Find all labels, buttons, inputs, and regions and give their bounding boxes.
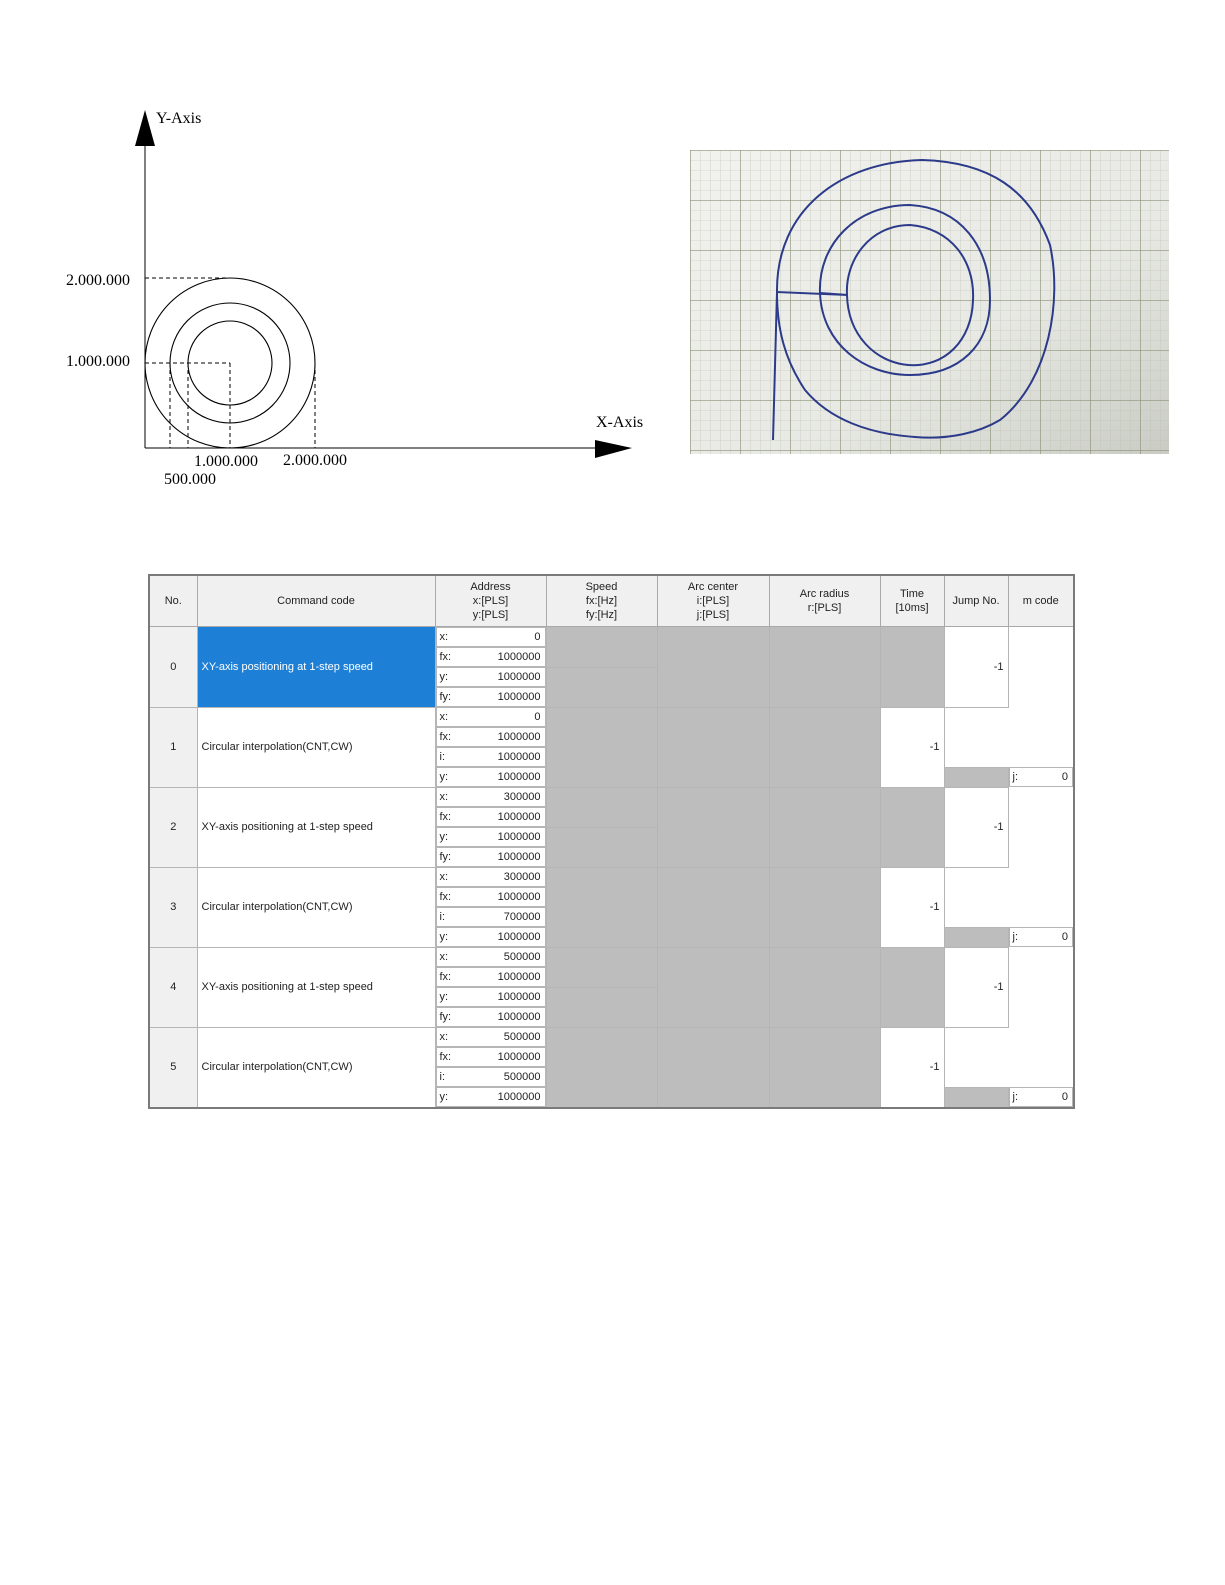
arc-center-i-field-label: i: [439, 751, 445, 763]
address-x-field[interactable] [436, 947, 546, 967]
arc-center-i-field-label: i: [439, 911, 445, 923]
speed-fx-field[interactable] [436, 727, 546, 747]
address-x-field-value: 0 [534, 711, 541, 723]
address-x-field-label: x: [439, 631, 449, 643]
table-row[interactable] [149, 1027, 1074, 1087]
arc-center-i-field[interactable] [436, 747, 546, 767]
address-y-field-value: 1000000 [497, 931, 541, 943]
speed-fx-field[interactable] [436, 967, 546, 987]
speed-fy-field[interactable] [944, 767, 1008, 787]
y-tick-2000000: 2.000.000 [66, 272, 130, 289]
speed-fy-field[interactable] [436, 1007, 546, 1027]
arc-center-i-field[interactable] [436, 1067, 546, 1087]
speed-fy-field[interactable] [944, 927, 1008, 947]
col-no[interactable]: No. [149, 575, 197, 627]
positioning-table [148, 574, 1075, 1109]
speed-fx-field-value: 1000000 [497, 651, 541, 663]
jump-no-cell[interactable] [769, 1027, 880, 1108]
speed-fy-field[interactable] [436, 687, 546, 707]
col-address[interactable]: Address x:[PLS] y:[PLS] [435, 575, 546, 627]
speed-fy-field-label: fy: [439, 851, 452, 863]
arc-center-j-field-value: 0 [1061, 771, 1068, 783]
speed-fy-field[interactable] [436, 847, 546, 867]
speed-fx-field-value: 1000000 [497, 1051, 541, 1063]
speed-fy-field-value: 1000000 [497, 851, 541, 863]
speed-fx-field-value: 1000000 [497, 731, 541, 743]
arc-center-j-field[interactable] [546, 987, 657, 1027]
address-x-field[interactable] [436, 787, 546, 807]
command-code-cell[interactable]: Circular interpolation(CNT,CW) [197, 867, 435, 947]
address-y-field-label: y: [439, 671, 449, 683]
arc-radius-cell[interactable] [657, 947, 769, 1027]
table-header-row [149, 575, 1074, 627]
address-x-field-label: x: [439, 871, 449, 883]
arc-radius-cell[interactable] [546, 707, 657, 787]
address-x-field[interactable] [436, 627, 546, 647]
arc-center-j-field[interactable] [1009, 767, 1074, 787]
arc-radius-cell[interactable] [546, 1027, 657, 1108]
arc-radius-cell[interactable] [657, 787, 769, 867]
arc-center-j-field[interactable] [546, 827, 657, 867]
m-code-cell[interactable]: -1 [944, 787, 1008, 867]
x-axis-arrow [595, 440, 632, 458]
address-x-field-label: x: [439, 711, 449, 723]
command-code-cell[interactable]: Circular interpolation(CNT,CW) [197, 1027, 435, 1108]
table-row[interactable] [149, 627, 1074, 668]
time-cell[interactable] [657, 707, 769, 787]
address-x-field[interactable] [436, 1027, 546, 1047]
table-row[interactable] [149, 707, 1074, 767]
jump-no-cell[interactable] [880, 947, 944, 1027]
speed-fx-field-label: fx: [439, 651, 452, 663]
x-tick-2000000: 2.000.000 [283, 452, 347, 469]
address-x-field-value: 500000 [503, 1031, 541, 1043]
address-y-field-label: y: [439, 771, 449, 783]
speed-fx-field-label: fx: [439, 891, 452, 903]
speed-fx-field[interactable] [436, 807, 546, 827]
arc-center-j-field-value: 0 [1061, 931, 1068, 943]
coordinate-diagram [0, 0, 680, 500]
col-speed[interactable]: Speed fx:[Hz] fy:[Hz] [546, 575, 657, 627]
address-x-field-value: 300000 [503, 791, 541, 803]
address-y-field-value: 1000000 [497, 671, 541, 683]
col-command-code[interactable]: Command code [197, 575, 435, 627]
plot-result-photo [690, 150, 1169, 454]
col-arc-radius[interactable]: Arc radius r:[PLS] [769, 575, 880, 627]
arc-center-i-field[interactable] [546, 787, 657, 827]
row-number: 0 [149, 627, 197, 708]
arc-radius-cell[interactable] [546, 867, 657, 947]
address-x-field[interactable] [436, 707, 546, 727]
time-cell[interactable] [657, 1027, 769, 1108]
speed-fx-field-value: 1000000 [497, 891, 541, 903]
y-axis-label: Y-Axis [156, 110, 202, 127]
speed-fy-field[interactable] [944, 1087, 1008, 1108]
row-number: 1 [149, 707, 197, 787]
arc-center-j-field[interactable] [1009, 927, 1074, 947]
x-tick-1000000: 1.000.000 [194, 453, 258, 470]
m-code-cell[interactable]: -1 [880, 707, 944, 787]
col-time[interactable]: Time [10ms] [880, 575, 944, 627]
arc-center-i-field[interactable] [546, 947, 657, 987]
arc-center-i-field-label: i: [439, 1071, 445, 1083]
row-number: 3 [149, 867, 197, 947]
speed-fy-field-value: 1000000 [497, 1011, 541, 1023]
address-x-field-label: x: [439, 951, 449, 963]
command-code-cell[interactable]: XY-axis positioning at 1-step speed [197, 627, 435, 708]
arc-center-j-field[interactable] [546, 667, 657, 707]
col-jump-no[interactable]: Jump No. [944, 575, 1008, 627]
jump-no-cell[interactable] [880, 787, 944, 867]
speed-fx-field[interactable] [436, 1047, 546, 1067]
arc-center-i-field[interactable] [546, 627, 657, 668]
col-arc-center[interactable]: Arc center i:[PLS] j:[PLS] [657, 575, 769, 627]
m-code-cell[interactable]: -1 [880, 1027, 944, 1108]
table-row[interactable] [149, 867, 1074, 927]
address-x-field-value: 0 [534, 631, 541, 643]
address-y-field[interactable] [436, 827, 546, 847]
x-tick-500000: 500.000 [164, 471, 216, 488]
address-x-field-value: 300000 [503, 871, 541, 883]
table-row[interactable] [149, 947, 1074, 987]
address-y-field-label: y: [439, 1091, 449, 1103]
command-code-cell[interactable]: Circular interpolation(CNT,CW) [197, 707, 435, 787]
jump-no-cell[interactable] [880, 627, 944, 708]
command-code-cell[interactable]: XY-axis positioning at 1-step speed [197, 947, 435, 1027]
arc-center-j-field-value: 0 [1061, 1091, 1068, 1103]
command-code-cell[interactable]: XY-axis positioning at 1-step speed [197, 787, 435, 867]
arc-center-i-field-value: 1000000 [497, 751, 541, 763]
speed-fx-field[interactable] [436, 647, 546, 667]
m-code-cell[interactable]: -1 [880, 867, 944, 947]
arc-center-j-field-label: j: [1012, 931, 1018, 943]
arc-center-j-field[interactable] [1009, 1087, 1074, 1107]
row-number: 5 [149, 1027, 197, 1108]
address-y-field[interactable] [436, 767, 546, 787]
arc-radius-cell[interactable] [657, 627, 769, 708]
time-cell[interactable] [657, 867, 769, 947]
arc-center-i-field-value: 700000 [503, 911, 541, 923]
address-y-field-label: y: [439, 991, 449, 1003]
row-number: 2 [149, 787, 197, 867]
jump-no-cell[interactable] [769, 867, 880, 947]
speed-fy-field-label: fy: [439, 691, 452, 703]
time-cell[interactable] [769, 947, 880, 1027]
y-axis-arrow [135, 110, 155, 146]
x-axis-label: X-Axis [596, 414, 644, 431]
col-m-code[interactable]: m code [1008, 575, 1074, 627]
address-y-field[interactable] [436, 987, 546, 1007]
address-y-field-value: 1000000 [497, 831, 541, 843]
address-x-field[interactable] [436, 867, 546, 887]
time-cell[interactable] [769, 627, 880, 708]
address-y-field[interactable] [436, 1087, 546, 1107]
address-y-field[interactable] [436, 927, 546, 947]
address-y-field[interactable] [436, 667, 546, 687]
m-code-cell[interactable]: -1 [944, 947, 1008, 1027]
arc-center-j-field-label: j: [1012, 771, 1018, 783]
speed-fy-field-label: fy: [439, 1011, 452, 1023]
arc-center-i-field[interactable] [436, 907, 546, 927]
time-cell[interactable] [769, 787, 880, 867]
m-code-cell[interactable]: -1 [944, 627, 1008, 708]
address-x-field-label: x: [439, 791, 449, 803]
y-tick-1000000: 1.000.000 [66, 353, 130, 370]
address-y-field-value: 1000000 [497, 771, 541, 783]
address-y-field-value: 1000000 [497, 1091, 541, 1103]
speed-fy-field-value: 1000000 [497, 691, 541, 703]
address-y-field-value: 1000000 [497, 991, 541, 1003]
speed-fx-field-label: fx: [439, 731, 452, 743]
speed-fx-field-label: fx: [439, 1051, 452, 1063]
speed-fx-field[interactable] [436, 887, 546, 907]
speed-fx-field-value: 1000000 [497, 811, 541, 823]
arc-center-j-field-label: j: [1012, 1091, 1018, 1103]
speed-fx-field-label: fx: [439, 971, 452, 983]
address-y-field-label: y: [439, 831, 449, 843]
arc-center-i-field-value: 500000 [503, 1071, 541, 1083]
speed-fx-field-label: fx: [439, 811, 452, 823]
speed-fx-field-value: 1000000 [497, 971, 541, 983]
row-number: 4 [149, 947, 197, 1027]
table-row[interactable] [149, 787, 1074, 827]
jump-no-cell[interactable] [769, 707, 880, 787]
address-x-field-value: 500000 [503, 951, 541, 963]
address-y-field-label: y: [439, 931, 449, 943]
address-x-field-label: x: [439, 1031, 449, 1043]
